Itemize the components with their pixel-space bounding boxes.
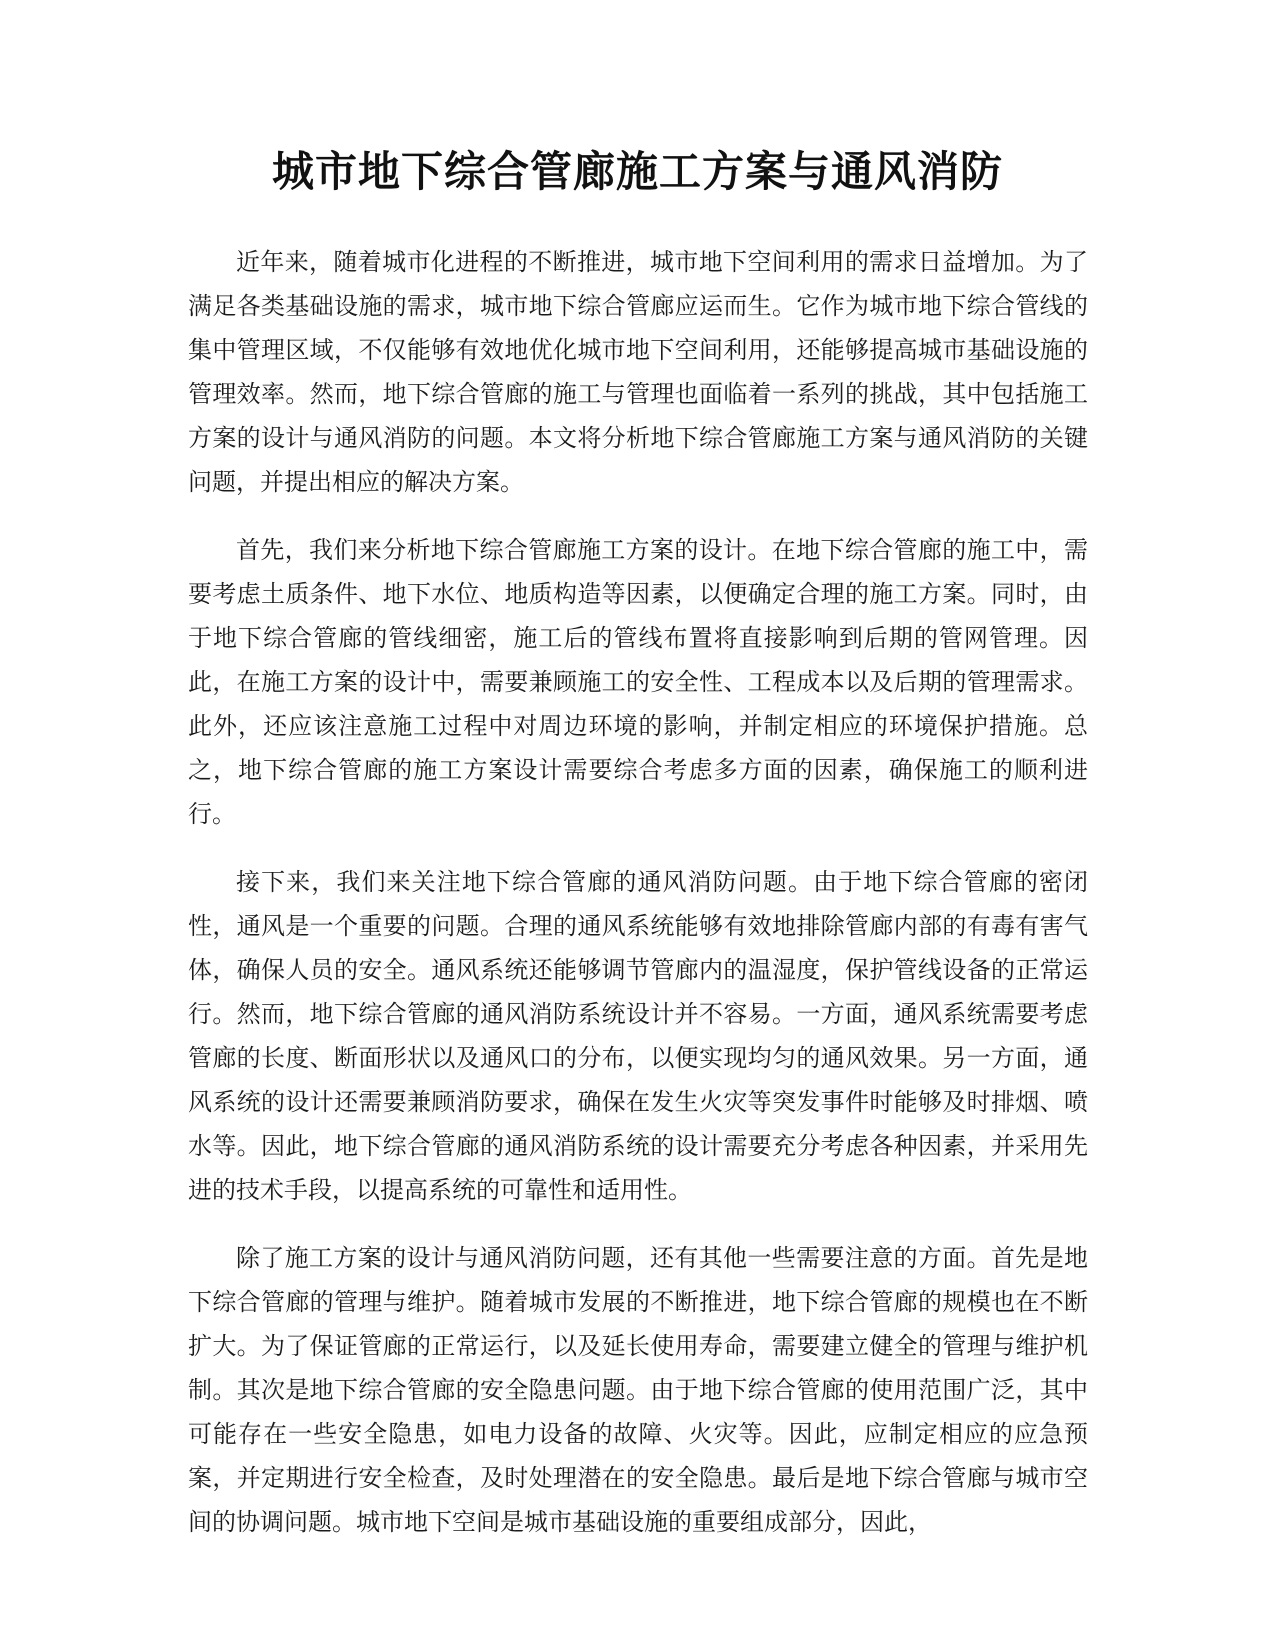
- paragraph-3: 接下来，我们来关注地下综合管廊的通风消防问题。由于地下综合管廊的密闭性，通风是一个重要的问题。合理的通风系统能够有效地排除管廊内部的有毒有害气体，确保人员的安全。通风系统还能够调节管廊内的温湿度，保护管线设备的正常运行。然而，地下综合管廊的通风消防系统设计并不容易。一方面，通风系统需要考虑管廊的长度、断面形状以及通风口的分布，以便实现均匀的通风效果。另一方面，通风系统的设计还需要兼顾消防要求，确保在发生火灾等突发事件时能够及时排烟、喷水等。因此，地下综合管廊的通风消防系统的设计需要充分考虑各种因素，并采用先进的技术手段，以提高系统的可靠性和适用性。: [188, 868, 1088, 1204]
- document-body: [188, 240, 1088, 1568]
- paragraph-1: 近年来，随着城市化进程的不断推进，城市地下空间利用的需求日益增加。为了满足各类基础设施的需求，城市地下综合管廊应运而生。它作为城市地下综合管线的集中管理区域，不仅能够有效地优化城市地下空间利用，还能够提高城市基础设施的管理效率。然而，地下综合管廊的施工与管理也面临着一系列的挑战，其中包括施工方案的设计与通风消防的问题。本文将分析地下综合管廊施工方案与通风消防的关键问题，并提出相应的解决方案。: [188, 248, 1088, 496]
- document-title: 城市地下综合管廊施工方案与通风消防: [271, 147, 1003, 196]
- paragraph-2: 首先，我们来分析地下综合管廊施工方案的设计。在地下综合管廊的施工中，需要考虑土质条件、地下水位、地质构造等因素，以便确定合理的施工方案。同时，由于地下综合管廊的管线细密，施工后的管线布置将直接影响到后期的管网管理。因此，在施工方案的设计中，需要兼顾施工的安全性、工程成本以及后期的管理需求。此外，还应该注意施工过程中对周边环境的影响，并制定相应的环境保护措施。总之，地下综合管廊的施工方案设计需要综合考虑多方面的因素，确保施工的顺利进行。: [188, 536, 1088, 828]
- paragraph-4: 除了施工方案的设计与通风消防问题，还有其他一些需要注意的方面。首先是地下综合管廊的管理与维护。随着城市发展的不断推进，地下综合管廊的规模也在不断扩大。为了保证管廊的正常运行，以及延长使用寿命，需要建立健全的管理与维护机制。其次是地下综合管廊的安全隐患问题。由于地下综合管廊的使用范围广泛，其中可能存在一些安全隐患，如电力设备的故障、火灾等。因此，应制定相应的应急预案，并定期进行安全检查，及时处理潜在的安全隐患。最后是地下综合管廊与城市空间的协调问题。城市地下空间是城市基础设施的重要组成部分，因此，: [188, 1244, 1088, 1536]
